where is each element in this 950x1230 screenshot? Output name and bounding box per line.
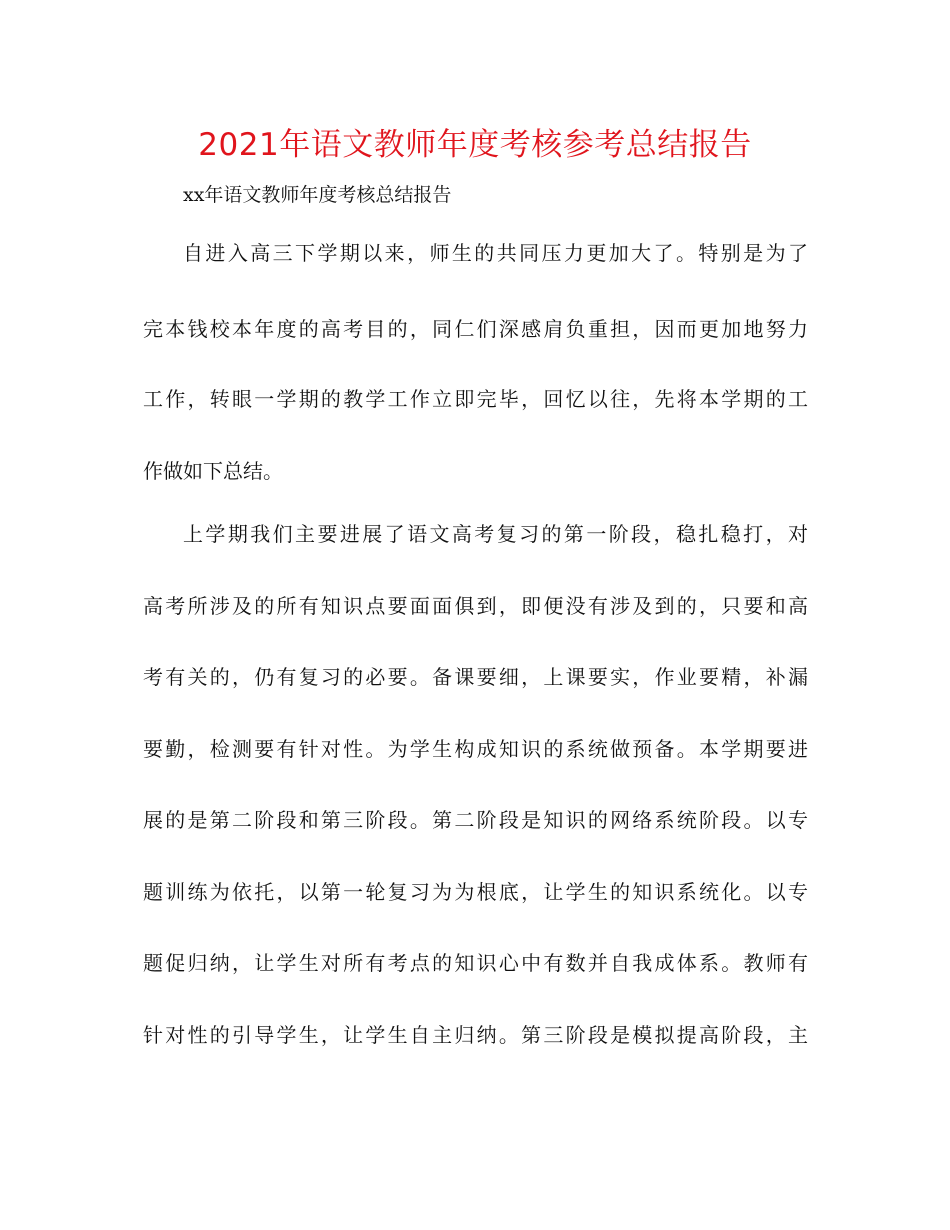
document-title: 2021年语文教师年度考核参考总结报告 bbox=[198, 127, 752, 163]
paragraph-1-line-1: 自进入高三下学期以来，师生的共同压力更加大了。特别是为了 bbox=[183, 241, 808, 265]
paragraph-2-line-3: 考有关的，仍有复习的必要。备课要细，上课要实，作业要精，补漏 bbox=[143, 665, 808, 689]
paragraph-2-line-5: 展的是第二阶段和第三阶段。第二阶段是知识的网络系统阶段。以专 bbox=[143, 808, 808, 832]
paragraph-1-line-4: 作做如下总结。 bbox=[143, 459, 283, 483]
document-subtitle: xx年语文教师年度考核总结报告 bbox=[183, 184, 452, 206]
paragraph-2-line-2: 高考所涉及的所有知识点要面面俱到，即便没有涉及到的，只要和高 bbox=[143, 594, 808, 618]
paragraph-2-line-7: 题促归纳，让学生对所有考点的知识心中有数并自我成体系。教师有 bbox=[143, 951, 808, 975]
paragraph-2-line-4: 要勤，检测要有针对性。为学生构成知识的系统做预备。本学期要进 bbox=[143, 737, 808, 761]
paragraph-2-line-1: 上学期我们主要进展了语文高考复习的第一阶段，稳扎稳打，对 bbox=[183, 522, 808, 546]
paragraph-1-line-2: 完本钱校本年度的高考目的，同仁们深感肩负重担，因而更加地努力 bbox=[143, 317, 808, 341]
paragraph-2-line-6: 题训练为依托，以第一轮复习为为根底，让学生的知识系统化。以专 bbox=[143, 880, 808, 904]
paragraph-2-line-8: 针对性的引导学生，让学生自主归纳。第三阶段是模拟提高阶段，主 bbox=[143, 1023, 808, 1047]
paragraph-1-line-3: 工作，转眼一学期的教学工作立即完毕，回忆以往，先将本学期的工 bbox=[143, 387, 808, 411]
